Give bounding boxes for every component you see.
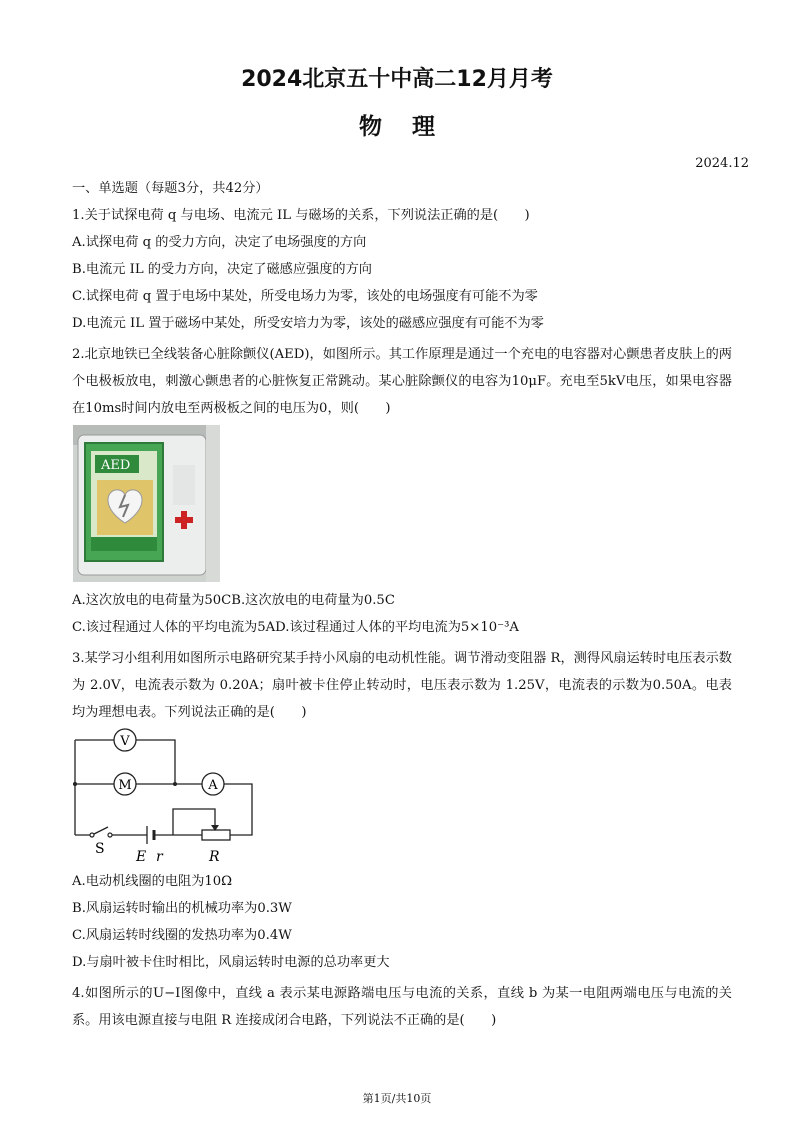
circuit-diagram [70,725,260,870]
q2-options-ab: A.这次放电的电荷量为50CB.这次放电的电荷量为0.5C [72,593,395,608]
q3-stem: 3.某学习小组利用如图所示电路研究某手持小风扇的电动机性能。调节滑动变阻器 R，测得风扇运转时电压表示数为 2.0V，电流表示数为 0.20A；扇叶被卡住停止转动时，电压表示数为 1.25V，电流表的示数为0.50A。电表均为理想电表。下列说法正确的是( ) [72,651,732,720]
switch-label: S [95,841,105,857]
page-footer: 第1页/共10页 [362,1092,432,1105]
exam-date: 2024.12 [695,156,749,171]
internal-resistance-label: r [156,849,163,865]
q2-options-cd: C.该过程通过人体的平均电流为5AD.该过程通过人体的平均电流为5×10⁻³A [72,620,519,635]
q3-option-c: C.风扇运转时线圈的发热功率为0.4W [72,928,292,943]
aed-label: AED [101,458,131,473]
q1-option-b: B.电流元 IL 的受力方向，决定了磁感应强度的方向 [72,262,372,277]
svg-text:M: M [118,778,132,793]
aed-cabinet-image [73,425,220,582]
rheostat-label: R [209,849,220,865]
q1-option-c: C.试探电荷 q 置于电场中某处，所受电场力为零，该处的电场强度有可能不为零 [72,289,538,304]
q2-stem: 2.北京地铁已全线装备心脏除颤仪(AED)，如图所示。其工作原理是通过一个充电的电容器对心颤患者皮肤上的两个电极板放电，刺激心颤患者的心脏恢复正常跳动。某心脏除颤仪的电容为10μF。充电至5kV电压，如果电容器在10ms时间内放电至两极板之间的电压为0，则( ) [72,347,732,416]
motor-symbol [114,773,136,795]
q4-stem: 4.如图所示的U−I图像中，直线 a 表示某电源路端电压与电流的关系，直线 b 为某一电阻两端电压与电流的关系。用该电源直接与电阻 R 连接成闭合电路，下列说法不正确的是( ) [72,986,732,1028]
svg-text:A: A [208,778,218,793]
q1-option-a: A.试探电荷 q 的受力方向，决定了电场强度的方向 [72,235,367,250]
q3-option-d: D.与扇叶被卡住时相比，风扇运转时电源的总功率更大 [72,955,390,970]
q3-option-a: A.电动机线圈的电阻为10Ω [72,874,233,889]
q1-option-d: D.电流元 IL 置于磁场中某处，所受安培力为零，该处的磁感应强度有可能不为零 [72,316,544,331]
exam-title: 2024北京五十中高二12月月考 [241,67,553,92]
section-heading: 一、单选题（每题3分，共42分） [72,181,269,196]
q3-option-b: B.风扇运转时输出的机械功率为0.3W [72,901,292,916]
voltmeter-symbol [114,729,136,751]
emf-label: E [136,849,147,865]
exam-subject: 物理 [359,114,465,140]
svg-text:V: V [120,734,130,749]
q1-stem: 1.关于试探电荷 q 与电场、电流元 IL 与磁场的关系，下列说法正确的是( ) [72,208,530,223]
ammeter-symbol [202,773,224,795]
